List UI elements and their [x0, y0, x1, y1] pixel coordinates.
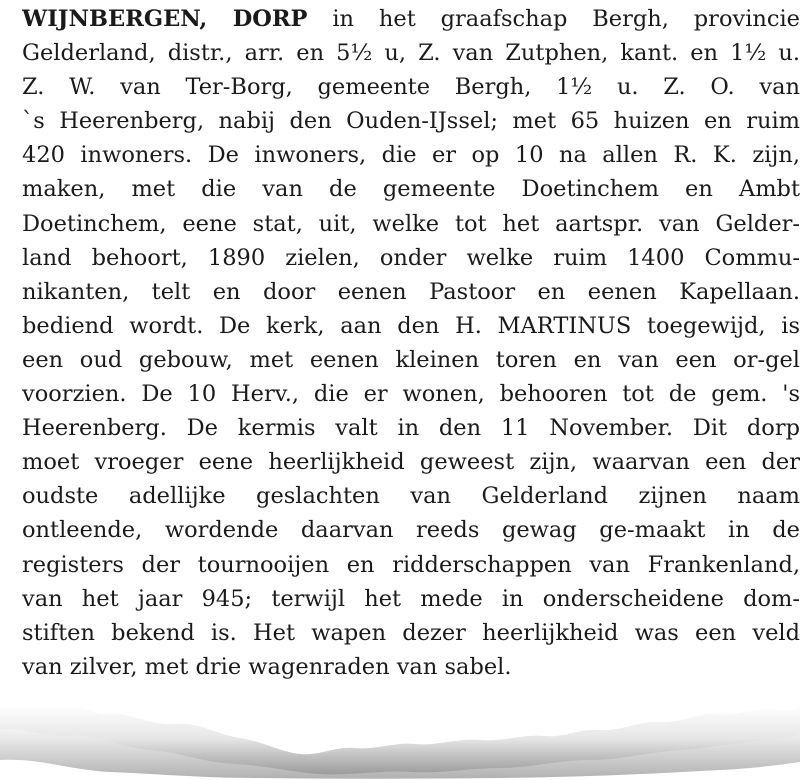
entry-line: voorzien. De 10 Herv., die er wonen, behooren tot de gem. 's	[22, 381, 800, 408]
entry-line: een oud gebouw, met eenen kleinen toren en van een or-gel	[22, 346, 800, 373]
entry-line: ontleende, wordende daarvan reeds gewag ge-maakt in de	[22, 517, 800, 544]
entry-line: moet vroeger eene heerlijkheid geweest zijn, waarvan een der	[22, 449, 800, 476]
entry-line: stiften bekend is. Het wapen dezer heerlijkheid was een veld	[22, 619, 800, 646]
entry-line-text: in het graafschap Bergh, provincie	[307, 6, 800, 32]
entry-line: maken, met die van de gemeente Doetinchem en Ambt	[22, 176, 800, 203]
entry-line: Doetinchem, eene stat, uit, welke tot het aartspr. van Gelder-	[22, 210, 800, 237]
entry-line: 420 inwoners. De inwoners, die er op 10 na allen R. K. zijn,	[22, 142, 800, 169]
entry-headword: WIJNBERGEN, DORP	[22, 6, 308, 32]
entry-line: Gelderland, distr., arr. en 5½ u, Z. van Zutphen, kant. en 1½ u.	[22, 40, 800, 67]
entry-line: land behoort, 1890 zielen, onder welke ruim 1400 Commu-	[22, 244, 800, 271]
entry-line: oudste adellijke geslachten van Gelderland zijnen naam	[22, 483, 800, 510]
entry-line: Heerenberg. De kermis valt in den 11 November. Dit dorp	[22, 415, 800, 442]
entry-line: van zilver, met drie wagenraden van sabel.	[22, 653, 512, 680]
torn-paper-edge	[0, 690, 800, 780]
dictionary-entry	[22, 2, 800, 684]
entry-line: bediend wordt. De kerk, aan den H. MARTINUS toegewijd, is	[22, 312, 800, 339]
entry-line: Z. W. van Ter-Borg, gemeente Bergh, 1½ u. Z. O. van	[22, 74, 800, 101]
entry-line	[22, 2, 800, 36]
entry-line: registers der tournooijen en ridderschappen van Frankenland,	[22, 551, 800, 578]
entry-line: `s Heerenberg, nabij den Ouden-IJssel; met 65 huizen en ruim	[22, 108, 800, 135]
entry-line: van het jaar 945; terwijl het mede in onderscheidene dom-	[22, 585, 800, 612]
entry-line: nikanten, telt en door eenen Pastoor en eenen Kapellaan.	[22, 278, 800, 305]
